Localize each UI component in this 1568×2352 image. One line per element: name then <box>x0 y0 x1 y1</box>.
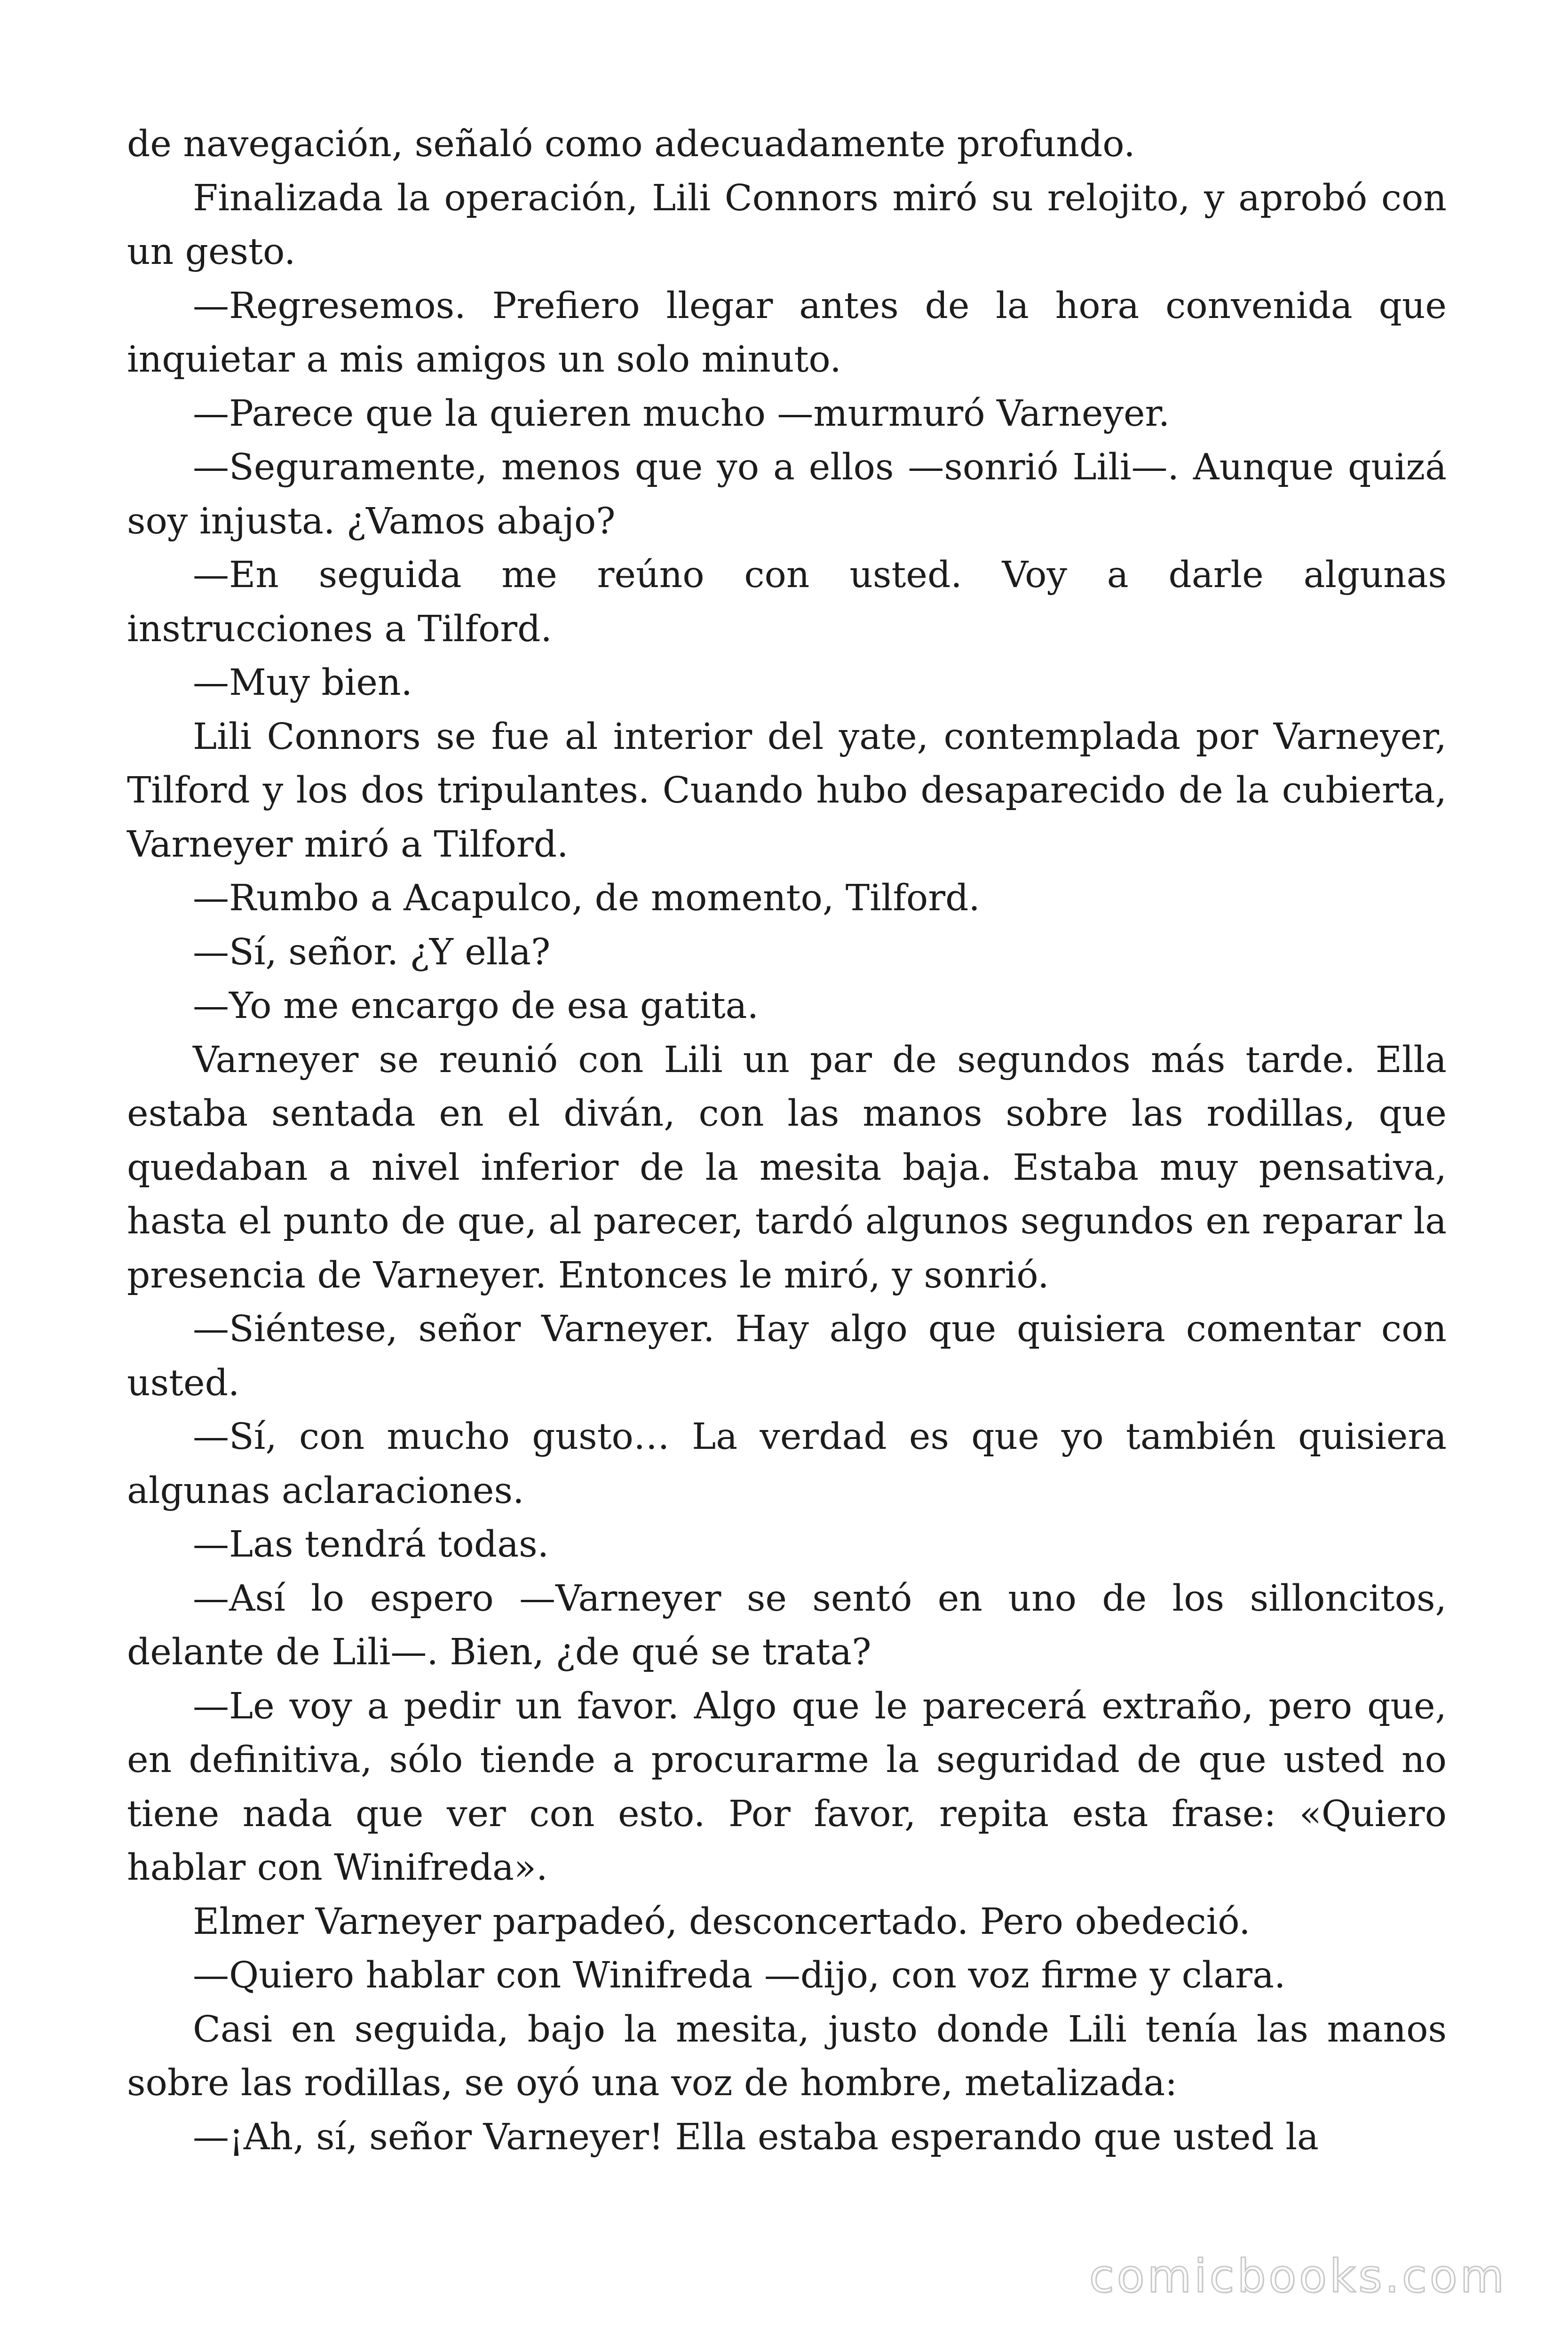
paragraph: —Parece que la quieren mucho —murmuró Varneyer. <box>193 392 1170 435</box>
paragraph: —Seguramente, menos que yo a ellos —sonrió Lili—. Aunque quizá soy injusta. ¿Vamos abajo? <box>127 446 1447 542</box>
paragraph: —Así lo espero —Varneyer se sentó en uno de los silloncitos, delante de Lili—. Bien, ¿de qué se trata? <box>127 1577 1447 1673</box>
paragraph: —Siéntese, señor Varneyer. Hay algo que quisiera comentar con usted. <box>127 1308 1447 1404</box>
paragraph: de navegación, señaló como adecuadamente profundo. <box>127 123 1135 165</box>
paragraph: Finalizada la operación, Lili Connors miró su relojito, y aprobó con un gesto. <box>127 177 1447 273</box>
paragraph: Casi en seguida, bajo la mesita, justo donde Lili tenía las manos sobre las rodillas, se oyó una voz de hombre, metalizada: <box>127 2008 1447 2104</box>
paragraph: —Sí, señor. ¿Y ella? <box>193 931 551 973</box>
paragraph: —Las tendrá todas. <box>193 1524 549 1565</box>
paragraph: —Le voy a pedir un favor. Algo que le parecerá extraño, pero que, en definitiva, sólo tiende a procurarme la seguridad de que usted no tiene nada que ver con esto. Por favor, repita esta frase: «Quiero hablar con Winifreda». <box>127 1685 1447 1889</box>
paragraph: Varneyer se reunió con Lili un par de segundos más tarde. Ella estaba sentada en el diván, con las manos sobre las rodillas, que quedaban a nivel inferior de la mesita baja. Estaba muy pensativa, hasta el punto de que, al parecer, tardó algunos segundos en reparar la presencia de Varneyer. Entonces le miró, y sonrió. <box>127 1039 1447 1296</box>
paragraph: —Rumbo a Acapulco, de momento, Tilford. <box>193 877 980 919</box>
paragraph: Elmer Varneyer parpadeó, desconcertado. Pero obedeció. <box>193 1900 1251 1943</box>
paragraph: —Quiero hablar con Winifreda —dijo, con voz firme y clara. <box>193 1955 1286 1996</box>
watermark: comicbooks.com <box>1089 2250 1507 2303</box>
paragraph: —¡Ah, sí, señor Varneyer! Ella estaba esperando que usted la <box>193 2116 1319 2158</box>
paragraph: Lili Connors se fue al interior del yate, contemplada por Varneyer, Tilford y los dos tripulantes. Cuando hubo desaparecido de la cubierta, Varneyer miró a Tilford. <box>127 715 1447 866</box>
page-text <box>127 118 1447 2164</box>
paragraph: —Sí, con mucho gusto… La verdad es que yo también quisiera algunas aclaraciones. <box>127 1416 1447 1512</box>
paragraph: —Regresemos. Prefiero llegar antes de la hora convenida que inquietar a mis amigos un solo minuto. <box>127 285 1447 381</box>
paragraph: —Muy bien. <box>193 662 412 704</box>
paragraph: —En seguida me reúno con usted. Voy a darle algunas instrucciones a Tilford. <box>127 554 1447 650</box>
paragraph: —Yo me encargo de esa gatita. <box>193 985 759 1027</box>
